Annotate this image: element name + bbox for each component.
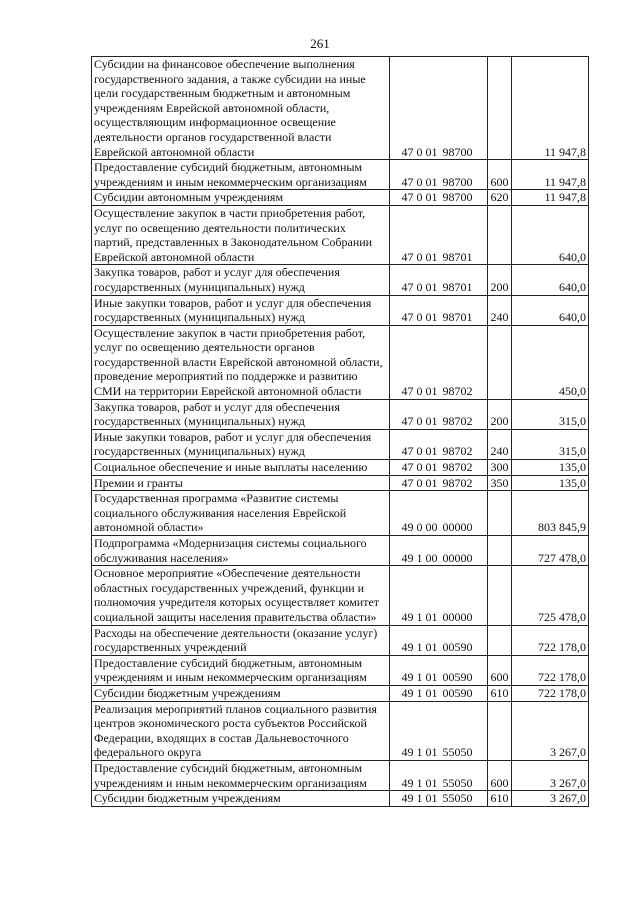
expense-name-cell: Субсидии бюджетным учреждениям	[92, 791, 390, 807]
program-code: 49	[401, 670, 414, 685]
table-row	[92, 429, 589, 459]
expense-name-cell: Субсидии бюджетным учреждениям	[92, 685, 390, 701]
subprogram-code: 0	[416, 249, 423, 264]
subprogram-code: 1	[416, 791, 423, 806]
program-code: 47	[401, 475, 414, 490]
event-code: 01	[425, 144, 438, 159]
subprogram-code: 1	[416, 550, 423, 565]
program-code: 49	[401, 685, 414, 700]
amount-cell: 11 947,8	[512, 160, 589, 190]
subprogram-code: 0	[416, 414, 423, 429]
expense-name-cell: Субсидии на финансовое обеспечение выполнения государственного задания, а также субсидии на иные цели государственным бюджетным и автономным учреждениям Еврейской автономной области, осуществляющим информационное освещение деятельности органов государственной власти Еврейской автономной области	[92, 57, 390, 160]
subprogram-code: 0	[416, 444, 423, 459]
event-code: 01	[425, 640, 438, 655]
subprogram-code: 0	[416, 279, 423, 294]
expense-type-cell: 620	[488, 190, 512, 206]
subprogram-code: 0	[416, 144, 423, 159]
target-article-code-cell	[390, 205, 488, 264]
table-row	[92, 625, 589, 655]
amount-cell: 3 267,0	[512, 791, 589, 807]
event-code: 01	[425, 414, 438, 429]
expense-type-cell: 610	[488, 685, 512, 701]
expense-type-cell	[488, 625, 512, 655]
subprogram-code: 0	[416, 460, 423, 475]
amount-cell: 725 478,0	[512, 566, 589, 625]
subprogram-code: 1	[416, 640, 423, 655]
target-article-code-cell	[390, 655, 488, 685]
program-code: 47	[401, 384, 414, 399]
event-code: 01	[425, 310, 438, 325]
target-article-code-cell	[390, 491, 488, 536]
table-row	[92, 325, 589, 399]
expense-name-cell: Реализация мероприятий планов социального развития центров экономического роста субъектов Российской Федерации, входящих в состав Дальневосточного федерального округа	[92, 701, 390, 760]
expense-type-cell: 610	[488, 791, 512, 807]
direction-code: 98700	[442, 144, 473, 159]
expense-name-cell: Закупка товаров, работ и услуг для обеспечения государственных (муниципальных) нужд	[92, 399, 390, 429]
subprogram-code: 0	[416, 520, 423, 535]
event-code: 01	[425, 475, 438, 490]
expense-name-cell: Предоставление субсидий бюджетным, автономным учреждениям и иным некоммерческим организациям	[92, 655, 390, 685]
program-code: 47	[401, 444, 414, 459]
expense-name-cell: Осуществление закупок в части приобретения работ, услуг по освещению деятельности политических партий, представленных в Законодательном Собрании Еврейской автономной области	[92, 205, 390, 264]
direction-code: 00000	[442, 550, 473, 565]
event-code: 01	[425, 444, 438, 459]
table-row	[92, 760, 589, 790]
table-row	[92, 536, 589, 566]
amount-cell: 640,0	[512, 205, 589, 264]
expense-type-cell	[488, 701, 512, 760]
target-article-code-cell	[390, 460, 488, 476]
expense-name-cell: Субсидии автономным учреждениям	[92, 190, 390, 206]
direction-code: 00590	[442, 640, 473, 655]
target-article-code-cell	[390, 160, 488, 190]
program-code: 47	[401, 174, 414, 189]
amount-cell: 450,0	[512, 325, 589, 399]
subprogram-code: 1	[416, 685, 423, 700]
target-article-code-cell	[390, 265, 488, 295]
target-article-code-cell	[390, 536, 488, 566]
event-code: 01	[425, 685, 438, 700]
target-article-code-cell	[390, 685, 488, 701]
program-code: 49	[401, 550, 414, 565]
target-article-code-cell	[390, 791, 488, 807]
program-code: 47	[401, 279, 414, 294]
expense-type-cell	[488, 536, 512, 566]
subprogram-code: 0	[416, 310, 423, 325]
expense-type-cell: 200	[488, 265, 512, 295]
target-article-code-cell	[390, 701, 488, 760]
expense-type-cell	[488, 491, 512, 536]
direction-code: 55050	[442, 745, 473, 760]
event-code: 00	[425, 550, 438, 565]
expense-name-cell: Социальное обеспечение и иные выплаты населению	[92, 460, 390, 476]
expense-type-cell	[488, 325, 512, 399]
program-code: 47	[401, 249, 414, 264]
expense-type-cell: 600	[488, 160, 512, 190]
expense-type-cell: 240	[488, 295, 512, 325]
direction-code: 98702	[442, 384, 473, 399]
program-code: 47	[401, 144, 414, 159]
table-row	[92, 205, 589, 264]
program-code: 49	[401, 745, 414, 760]
direction-code: 00590	[442, 670, 473, 685]
table-row	[92, 491, 589, 536]
direction-code: 55050	[442, 791, 473, 806]
event-code: 01	[425, 384, 438, 399]
table-row	[92, 160, 589, 190]
expense-type-cell: 600	[488, 760, 512, 790]
expense-name-cell: Предоставление субсидий бюджетным, автономным учреждениям и иным некоммерческим организациям	[92, 160, 390, 190]
direction-code: 98702	[442, 475, 473, 490]
target-article-code-cell	[390, 295, 488, 325]
amount-cell: 640,0	[512, 295, 589, 325]
table-row	[92, 791, 589, 807]
expense-name-cell: Основное мероприятие «Обеспечение деятельности областных государственных учреждений, функции и полномочия учредителя которых осуществляет комитет социальной защиты населения правительства области»	[92, 566, 390, 625]
amount-cell: 3 267,0	[512, 760, 589, 790]
target-article-code-cell	[390, 57, 488, 160]
expense-name-cell: Государственная программа «Развитие системы социального обслуживания населения Еврейской автономной области»	[92, 491, 390, 536]
subprogram-code: 1	[416, 775, 423, 790]
amount-cell: 11 947,8	[512, 57, 589, 160]
table-row	[92, 655, 589, 685]
budget-table-body	[92, 57, 589, 807]
table-row	[92, 685, 589, 701]
event-code: 01	[425, 791, 438, 806]
target-article-code-cell	[390, 566, 488, 625]
budget-table	[91, 56, 589, 807]
event-code: 01	[425, 190, 438, 205]
target-article-code-cell	[390, 429, 488, 459]
amount-cell: 727 478,0	[512, 536, 589, 566]
table-row	[92, 399, 589, 429]
table-row	[92, 295, 589, 325]
table-row	[92, 190, 589, 206]
expense-type-cell: 240	[488, 429, 512, 459]
amount-cell: 640,0	[512, 265, 589, 295]
expense-name-cell: Иные закупки товаров, работ и услуг для обеспечения государственных (муниципальных) нужд	[92, 429, 390, 459]
direction-code: 98702	[442, 460, 473, 475]
expense-name-cell: Премии и гранты	[92, 475, 390, 491]
amount-cell: 722 178,0	[512, 625, 589, 655]
program-code: 49	[401, 791, 414, 806]
event-code: 01	[425, 745, 438, 760]
page-number: 261	[310, 36, 330, 51]
table-row	[92, 57, 589, 160]
direction-code: 00000	[442, 520, 473, 535]
expense-type-cell: 350	[488, 475, 512, 491]
program-code: 47	[401, 460, 414, 475]
event-code: 01	[425, 249, 438, 264]
event-code: 01	[425, 609, 438, 624]
subprogram-code: 1	[416, 670, 423, 685]
expense-type-cell	[488, 205, 512, 264]
direction-code: 98701	[442, 310, 473, 325]
amount-cell: 135,0	[512, 475, 589, 491]
subprogram-code: 1	[416, 745, 423, 760]
expense-type-cell	[488, 566, 512, 625]
event-code: 01	[425, 279, 438, 294]
event-code: 01	[425, 670, 438, 685]
program-code: 49	[401, 520, 414, 535]
expense-type-cell: 600	[488, 655, 512, 685]
program-code: 49	[401, 609, 414, 624]
target-article-code-cell	[390, 760, 488, 790]
expense-type-cell: 200	[488, 399, 512, 429]
expense-name-cell: Иные закупки товаров, работ и услуг для обеспечения государственных (муниципальных) нужд	[92, 295, 390, 325]
amount-cell: 315,0	[512, 399, 589, 429]
target-article-code-cell	[390, 625, 488, 655]
table-row	[92, 566, 589, 625]
direction-code: 00000	[442, 609, 473, 624]
subprogram-code: 0	[416, 174, 423, 189]
direction-code: 98701	[442, 279, 473, 294]
subprogram-code: 0	[416, 475, 423, 490]
expense-name-cell: Осуществление закупок в части приобретения работ, услуг по освещению деятельности органов государственной власти Еврейской автономной области, проведение мероприятий по поддержке и развитию СМИ на территории Еврейской автономной области	[92, 325, 390, 399]
direction-code: 55050	[442, 775, 473, 790]
program-code: 49	[401, 775, 414, 790]
target-article-code-cell	[390, 190, 488, 206]
direction-code: 98701	[442, 249, 473, 264]
table-row	[92, 701, 589, 760]
amount-cell: 803 845,9	[512, 491, 589, 536]
direction-code: 98700	[442, 190, 473, 205]
expense-name-cell: Подпрограмма «Модернизация системы социального обслуживания населения»	[92, 536, 390, 566]
amount-cell: 3 267,0	[512, 701, 589, 760]
target-article-code-cell	[390, 399, 488, 429]
expense-type-cell	[488, 57, 512, 160]
table-row	[92, 460, 589, 476]
amount-cell: 135,0	[512, 460, 589, 476]
expense-name-cell: Предоставление субсидий бюджетным, автономным учреждениям и иным некоммерческим организациям	[92, 760, 390, 790]
program-code: 49	[401, 640, 414, 655]
target-article-code-cell	[390, 325, 488, 399]
program-code: 47	[401, 310, 414, 325]
direction-code: 98702	[442, 444, 473, 459]
event-code: 01	[425, 174, 438, 189]
amount-cell: 722 178,0	[512, 685, 589, 701]
amount-cell: 722 178,0	[512, 655, 589, 685]
program-code: 47	[401, 190, 414, 205]
expense-type-cell: 300	[488, 460, 512, 476]
amount-cell: 315,0	[512, 429, 589, 459]
program-code: 47	[401, 414, 414, 429]
event-code: 00	[425, 520, 438, 535]
amount-cell: 11 947,8	[512, 190, 589, 206]
event-code: 01	[425, 775, 438, 790]
target-article-code-cell	[390, 475, 488, 491]
expense-name-cell: Закупка товаров, работ и услуг для обеспечения государственных (муниципальных) нужд	[92, 265, 390, 295]
direction-code: 00590	[442, 685, 473, 700]
table-row	[92, 265, 589, 295]
subprogram-code: 0	[416, 384, 423, 399]
expense-name-cell: Расходы на обеспечение деятельности (оказание услуг) государственных учреждений	[92, 625, 390, 655]
subprogram-code: 0	[416, 190, 423, 205]
event-code: 01	[425, 460, 438, 475]
subprogram-code: 1	[416, 609, 423, 624]
table-row	[92, 475, 589, 491]
direction-code: 98702	[442, 414, 473, 429]
direction-code: 98700	[442, 174, 473, 189]
